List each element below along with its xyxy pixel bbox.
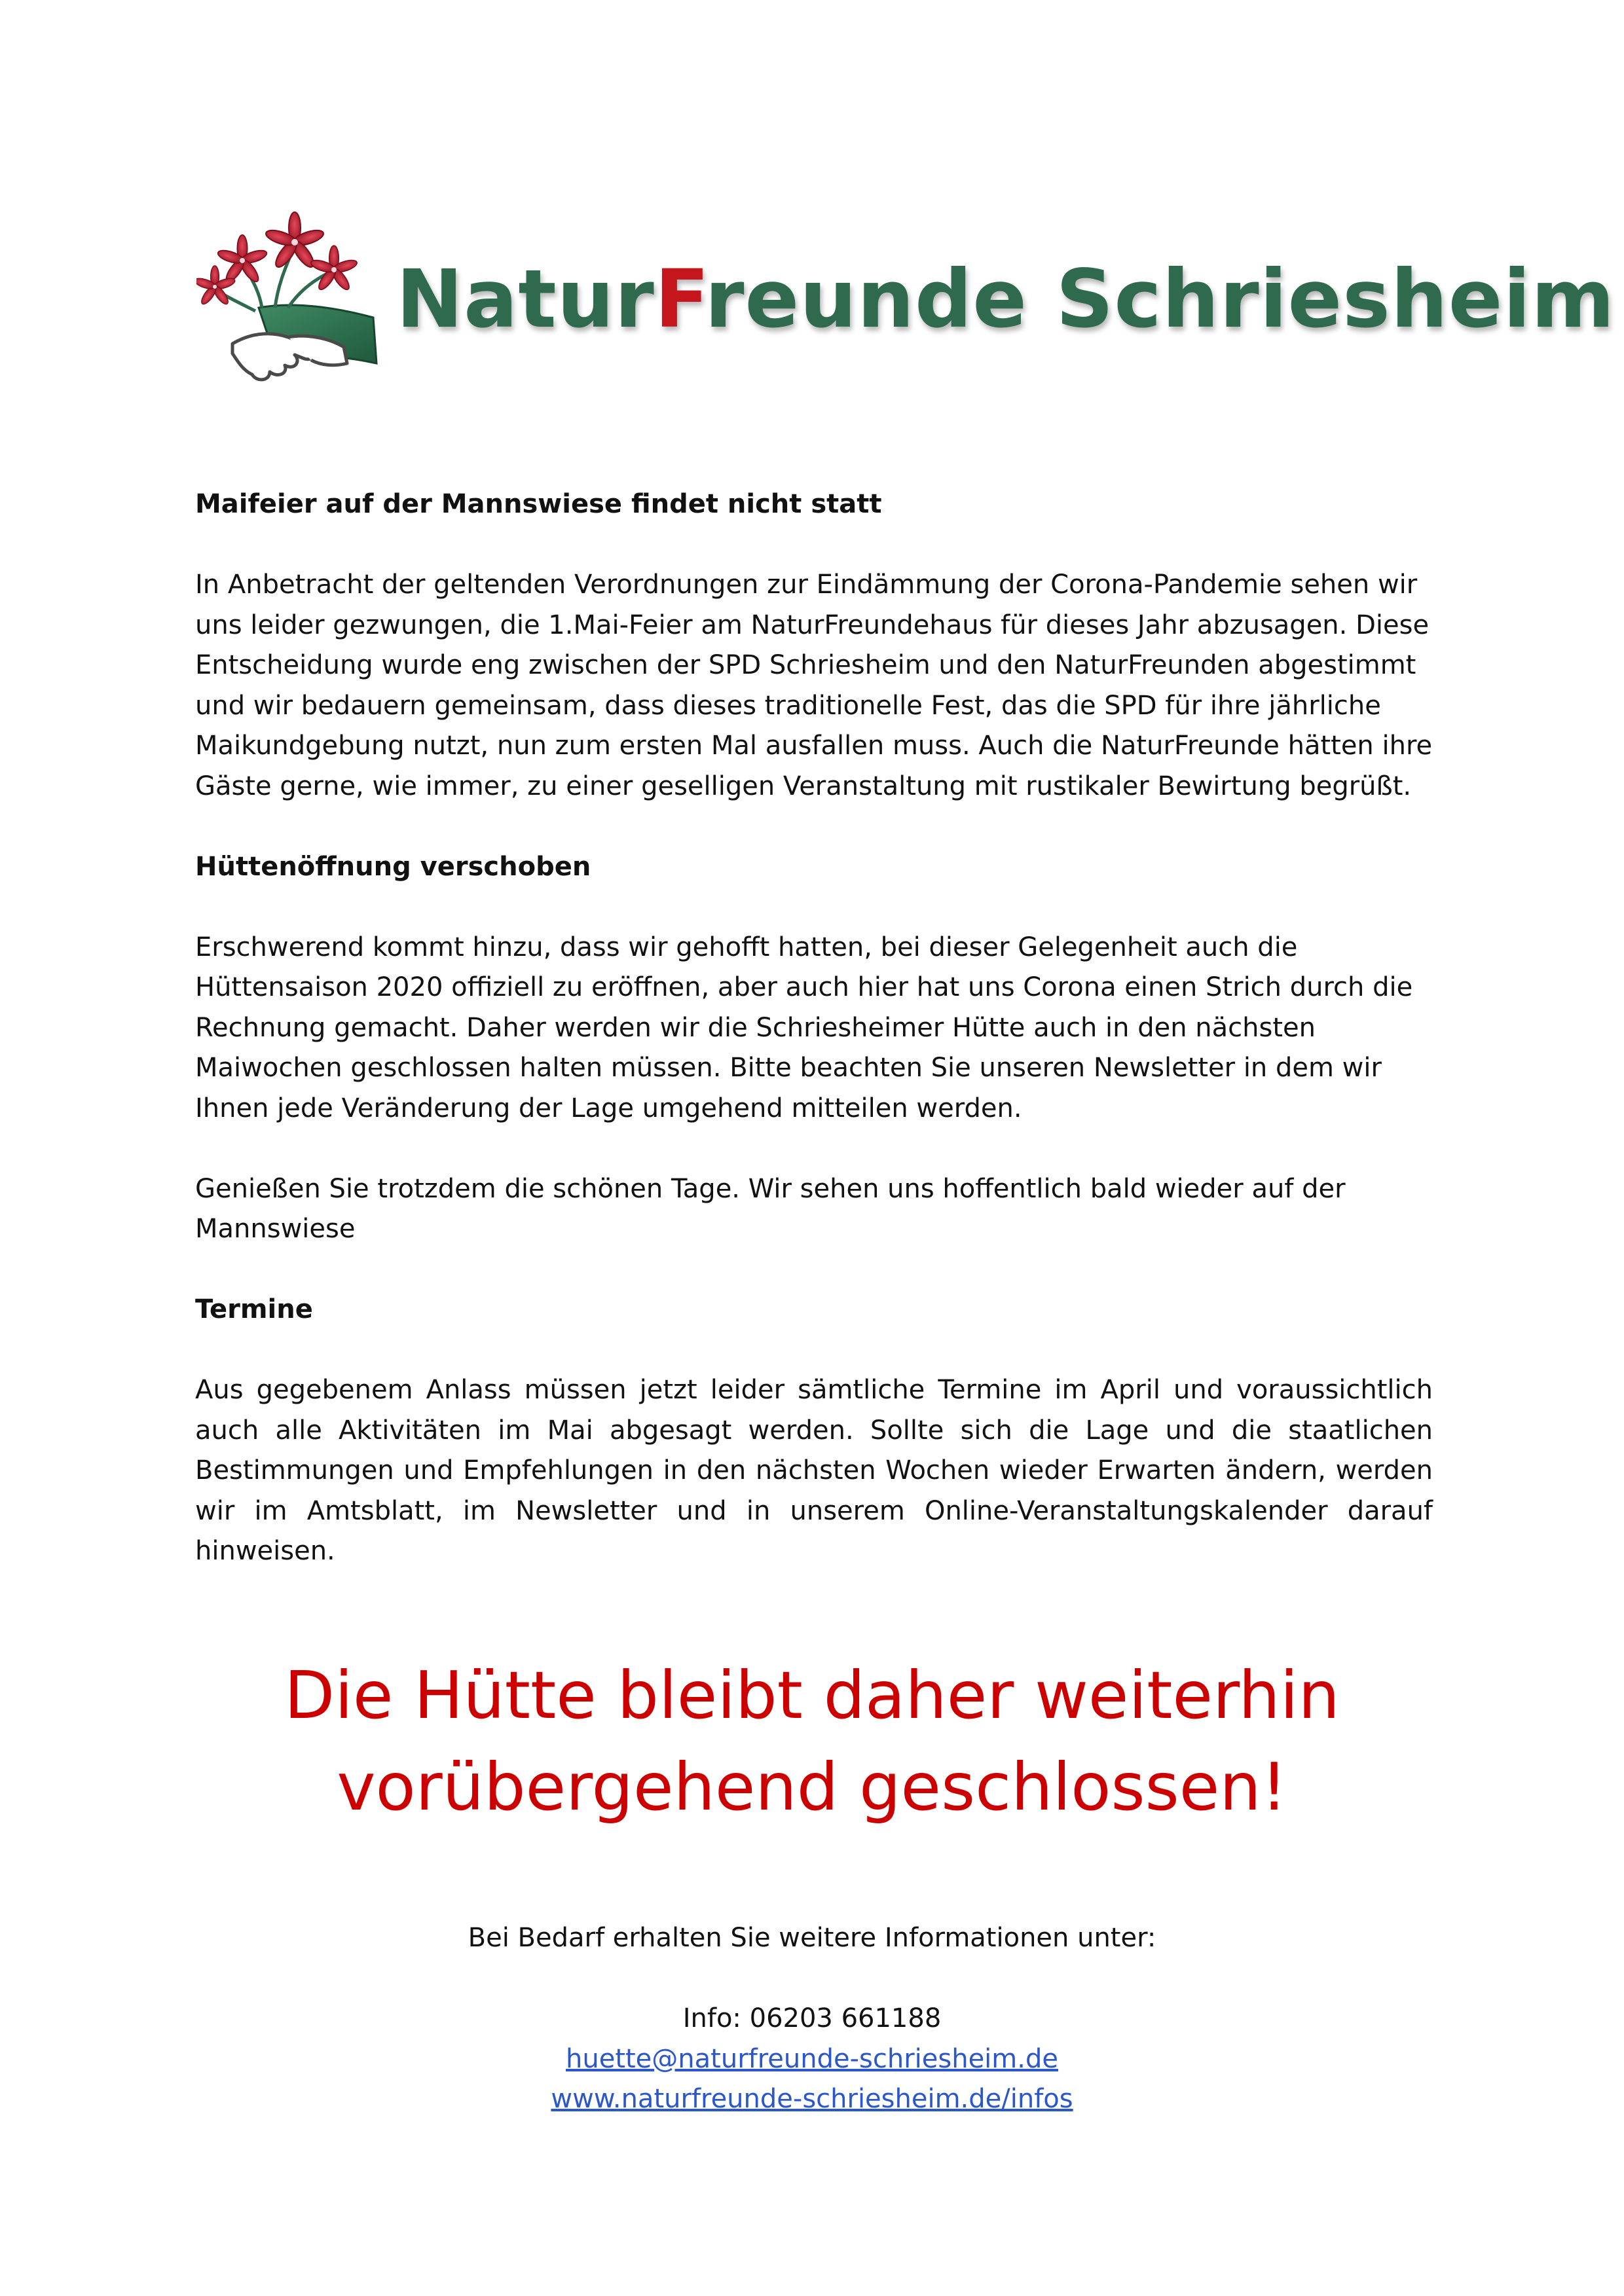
- organization-name: [396, 250, 1615, 348]
- letter-body: [195, 484, 1433, 1612]
- paragraph-geniessen: Genießen Sie trotzdem die schönen Tage. Wir sehen uns hoffentlich bald wieder auf der Mannswiese: [195, 1173, 1346, 1244]
- logo-highlight: F: [654, 253, 705, 346]
- naturfreunde-flowers-handshake-icon: [196, 210, 393, 406]
- logo-suffix: reunde Schriesheim: [705, 253, 1615, 346]
- section-heading-maifeier: Maifeier auf der Mannswiese findet nicht statt: [195, 489, 882, 519]
- paragraph-huettenoeffnung: Erschwerend kommt hinzu, dass wir gehofft hatten, bei dieser Gelegenheit auch die Hüttensaison 2020 offiziell zu eröffnen, aber auch hier hat uns Corona einen Strich durch die Rechnung gemacht. Daher werden wir die Schriesheimer Hütte auch in den nächsten Maiwochen geschlossen halten müssen. Bitte beachten Sie unseren Newsletter in dem wir Ihnen jede Veränderung der Lage umgehend mitteilen werden.: [195, 932, 1413, 1123]
- section-heading-termine: Termine: [195, 1294, 313, 1324]
- closure-announcement: [131, 1650, 1493, 1833]
- contact-email-link[interactable]: huette@naturfreunde-schriesheim.de: [566, 2043, 1058, 2074]
- closure-line-2: vorübergehend geschlossen!: [337, 1749, 1287, 1825]
- closure-line-1: Die Hütte bleibt daher weiterhin: [284, 1657, 1340, 1734]
- paragraph-maifeier: In Anbetracht der geltenden Verordnungen zur Eindämmung der Corona-Pandemie sehen wir uns leider gezwungen, die 1.Mai-Feier am NaturFreundehaus für dieses Jahr abzusagen. Diese Entscheidung wurde eng zwischen der SPD Schriesheim und den NaturFreunden abgestimmt und wir bedauern gemeinsam, dass dieses traditionelle Fest, das die SPD für ihre jährliche Maikundgebung nutzt, nun zum ersten Mal ausfallen muss. Auch die NaturFreunde hätten ihre Gäste gerne, wie immer, zu einer geselligen Veranstaltung mit rustikaler Bewirtung begrüßt.: [195, 570, 1433, 801]
- contact-block: [196, 1918, 1428, 2120]
- logo-prefix: Natur: [396, 253, 655, 346]
- section-heading-huettenoeffnung: Hüttenöffnung verschoben: [195, 851, 591, 882]
- contact-phone: Info: 06203 661188: [682, 2003, 942, 2033]
- contact-website-link[interactable]: www.naturfreunde-schriesheim.de/infos: [551, 2084, 1073, 2114]
- letterhead-logo: [196, 210, 1615, 406]
- contact-intro: Bei Bedarf erhalten Sie weitere Informationen unter:: [468, 1923, 1156, 1953]
- paragraph-termine: Aus gegebenem Anlass müssen jetzt leider sämtliche Termine im April und voraussichtlich auch alle Aktivitäten im Mai abgesagt werden. Sollte sich die Lage und die staatlichen Bestimmungen und Empfehlungen in den nächsten Wochen wieder Erwarten ändern, werden wir im Amtsblatt, im Newsletter und in unserem Online-Veranstaltungskalender darauf hinweisen.: [195, 1375, 1433, 1566]
